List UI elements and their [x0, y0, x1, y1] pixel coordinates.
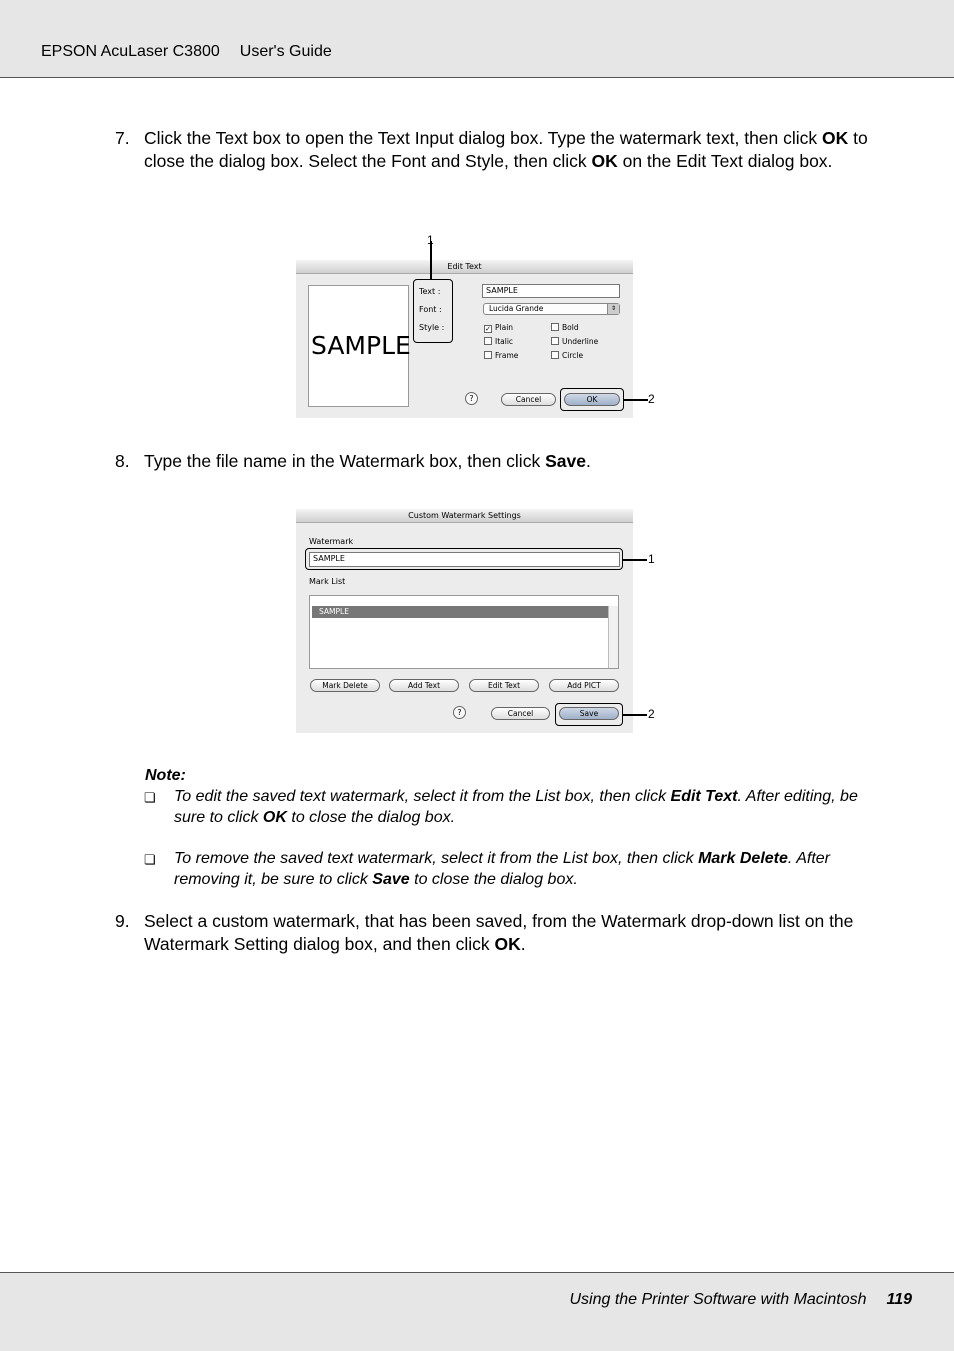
text-run: . After removing it, be sure to click: [174, 850, 830, 888]
callout-line-2: [623, 714, 647, 716]
checkbox-label: Frame: [495, 351, 519, 360]
bold-run: OK: [262, 809, 287, 826]
cancel-button[interactable]: Cancel: [501, 393, 556, 406]
callout-line-2: [624, 399, 648, 401]
text-run: To edit the saved text watermark, select it from the List box, then click: [174, 788, 671, 805]
checkbox-label: Plain: [495, 323, 514, 332]
callout-line-1: [623, 559, 647, 561]
text-run: Click the Text box to open the Text Input dialog box. Type the watermark text, then click: [144, 128, 823, 148]
checkbox-label: Italic: [495, 337, 514, 346]
checkbox-label: Circle: [562, 351, 584, 360]
bold-run: Save: [372, 871, 410, 888]
step-number: 9.: [115, 911, 130, 931]
page-number: 119: [886, 1291, 912, 1308]
bold-checkbox[interactable]: [551, 323, 579, 332]
text-run: To remove the saved text watermark, select it from the List box, then click: [174, 850, 699, 867]
scrollbar[interactable]: [608, 606, 618, 668]
chevron-updown-icon: ⇕: [607, 304, 619, 314]
note: [145, 765, 875, 890]
header-guide: User's Guide: [239, 43, 332, 60]
step-text: [144, 450, 875, 473]
text-run: . After editing, be sure to click: [174, 788, 858, 826]
step-number: 7.: [115, 128, 130, 148]
help-icon[interactable]: ?: [453, 706, 466, 719]
watermark-dialog: [296, 509, 655, 733]
step-9: [115, 910, 875, 955]
list-item[interactable]: SAMPLE: [312, 606, 608, 618]
dialog-title: Custom Watermark Settings: [296, 509, 633, 523]
font-value: Lucida Grande: [489, 304, 544, 313]
page-footer: [0, 1272, 954, 1351]
add-text-button[interactable]: Add Text: [389, 679, 459, 692]
add-pict-button[interactable]: Add PICT: [549, 679, 619, 692]
preview-area: [308, 285, 409, 407]
watermark-label: Watermark: [309, 537, 354, 546]
plain-checkbox[interactable]: [484, 323, 513, 333]
italic-checkbox[interactable]: [484, 337, 513, 346]
dialog-title: Edit Text: [296, 260, 633, 274]
header-product: EPSON AcuLaser C3800: [41, 43, 220, 60]
ok-button[interactable]: OK: [564, 393, 620, 406]
step-8: [115, 450, 875, 473]
step-7: [115, 127, 875, 172]
bullet-icon: ❏: [144, 852, 156, 867]
callout-box-1: [413, 279, 453, 343]
callout-number-1: 1: [427, 233, 434, 247]
text-run: to close the dialog box. Select the Font and Style, then click: [144, 128, 868, 171]
checkbox-label: Bold: [562, 323, 579, 332]
mark-list-label: Mark List: [309, 577, 346, 586]
callout-number-2: 2: [648, 707, 655, 721]
edit-text-button[interactable]: Edit Text: [469, 679, 539, 692]
text-run: on the Edit Text dialog box.: [617, 150, 833, 171]
save-button[interactable]: Save: [559, 707, 619, 720]
step-number: 8.: [115, 451, 130, 471]
edit-text-dialog: [296, 233, 655, 418]
text-run: Select a custom watermark, that has been saved, from the Watermark drop-down list on the Watermark Setting dialog box, and then click: [144, 911, 854, 954]
bold-run: OK: [822, 128, 849, 148]
callout-box-1: [305, 548, 623, 570]
bold-run: OK: [591, 150, 618, 171]
bullet-icon: ❏: [144, 790, 156, 805]
bold-run: Save: [545, 451, 586, 471]
text-run: .: [585, 451, 591, 471]
bold-run: Edit Text: [670, 788, 738, 805]
header-text: [41, 43, 332, 61]
footer-text: [569, 1291, 912, 1309]
checkbox-label: Underline: [562, 337, 599, 346]
note-item: [145, 786, 875, 828]
step-text: [144, 910, 875, 955]
note-title: Note:: [145, 767, 186, 784]
callout-box-2: [555, 703, 623, 726]
text-run: to close the dialog box.: [286, 809, 456, 826]
callout-number-1: 1: [648, 552, 655, 566]
checkmark-icon: ✓: [485, 325, 491, 333]
note-item: [145, 848, 875, 890]
checkbox-box: [484, 351, 492, 359]
footer-section: Using the Printer Software with Macintosh: [569, 1291, 867, 1308]
checkbox-box: [551, 351, 559, 359]
bold-run: Mark Delete: [698, 850, 788, 867]
text-run: to close the dialog box.: [409, 871, 578, 888]
text-label: Text :: [419, 287, 441, 296]
callout-box-2: [560, 388, 624, 411]
page-header: [0, 0, 954, 78]
mark-list[interactable]: [309, 595, 619, 669]
circle-checkbox[interactable]: [551, 351, 583, 360]
text-run: .: [520, 933, 526, 954]
checkbox-box: [484, 337, 492, 345]
text-input[interactable]: SAMPLE: [482, 284, 620, 298]
cancel-button[interactable]: Cancel: [491, 707, 550, 720]
preview-text: SAMPLE: [311, 331, 411, 360]
font-label: Font :: [419, 305, 442, 314]
bold-run: OK: [494, 933, 521, 954]
font-select[interactable]: [483, 303, 620, 315]
frame-checkbox[interactable]: [484, 351, 518, 360]
text-run: Type the file name in the Watermark box, then click: [144, 451, 546, 471]
help-icon[interactable]: ?: [465, 392, 478, 405]
mark-delete-button[interactable]: Mark Delete: [310, 679, 380, 692]
style-label: Style :: [419, 323, 445, 332]
checkbox-box: [551, 323, 559, 331]
underline-checkbox[interactable]: [551, 337, 598, 346]
checkbox-box: [551, 337, 559, 345]
watermark-input[interactable]: SAMPLE: [309, 552, 620, 567]
callout-number-2: 2: [648, 392, 655, 406]
step-text: [144, 127, 875, 172]
